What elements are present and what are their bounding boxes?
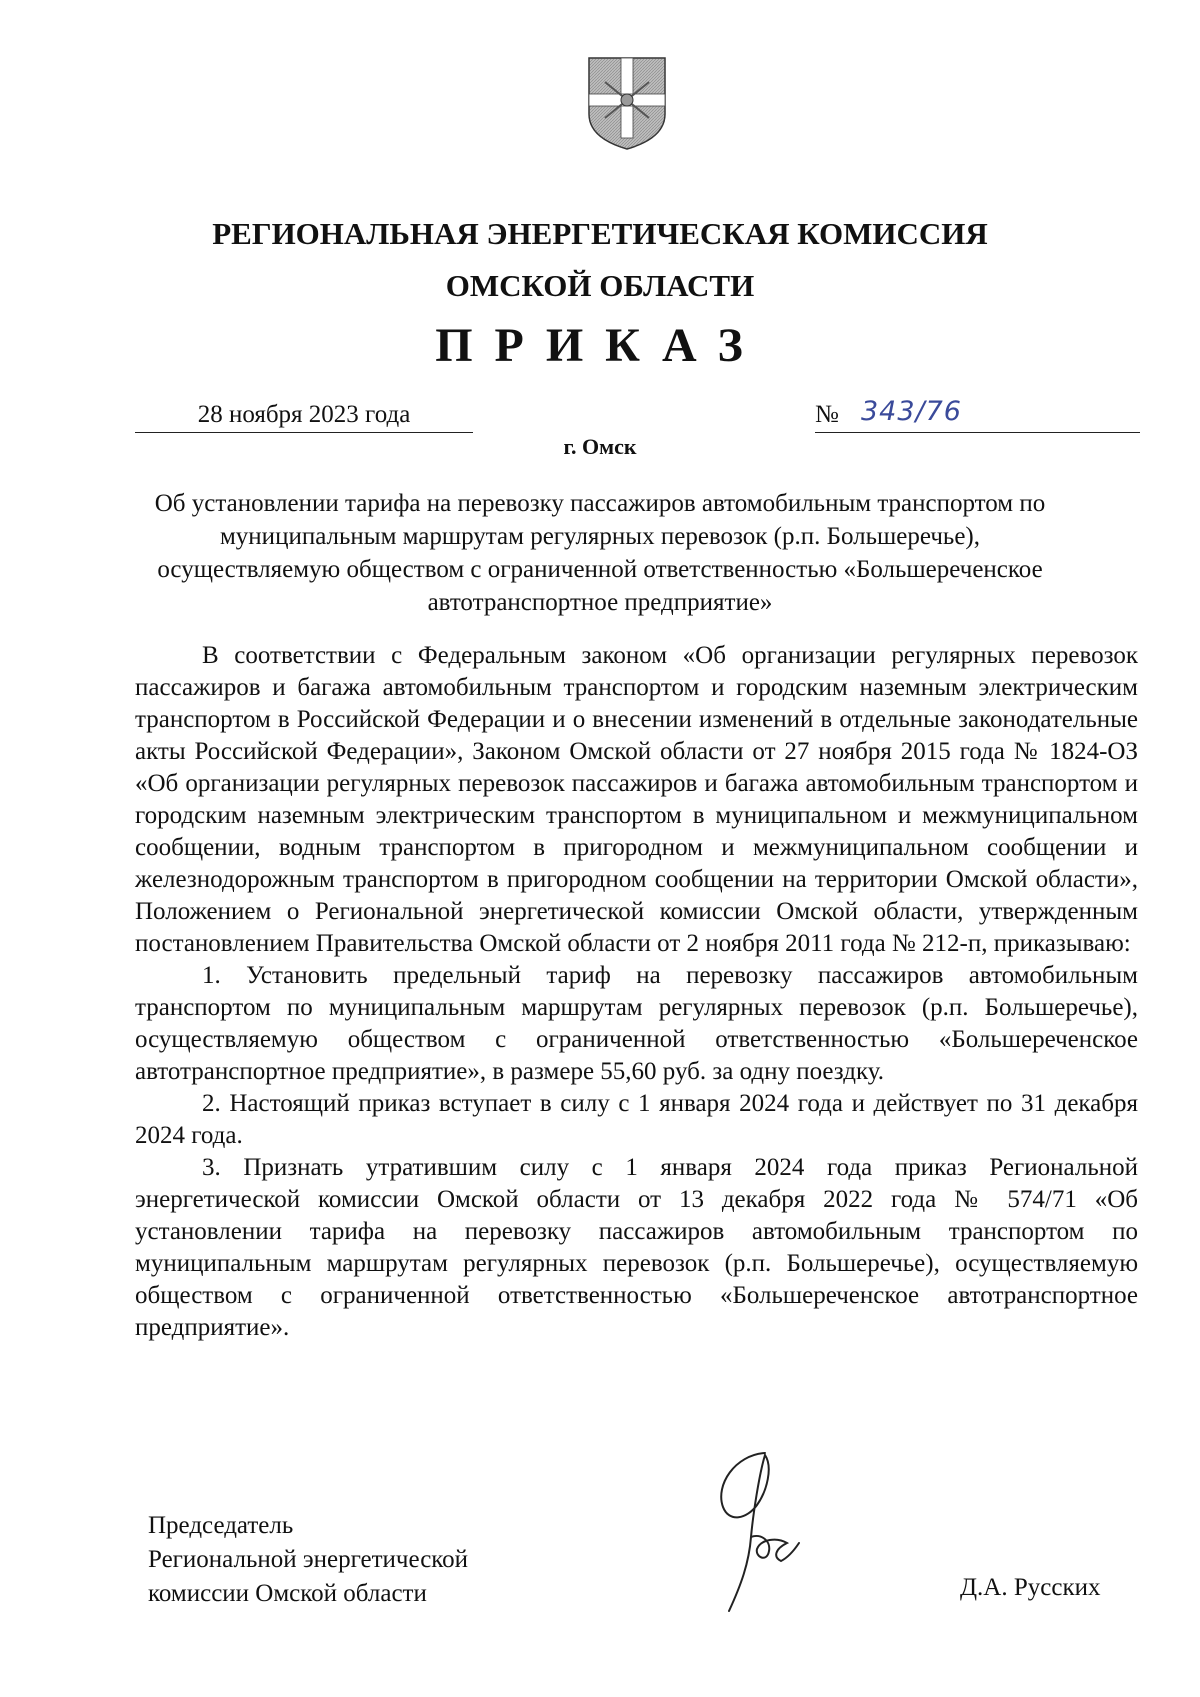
org-line-2: ОМСКОЙ ОБЛАСТИ <box>445 268 755 303</box>
document-number <box>815 398 1140 433</box>
position-line-3: комиссии Омской области <box>148 1580 427 1607</box>
handwritten-signature-icon <box>695 1445 835 1620</box>
coat-of-arms-icon <box>585 52 669 152</box>
handwritten-number: 343/76 <box>861 396 962 427</box>
order-item-2: 2. Настоящий приказ вступает в силу с 1 января 2024 года и действует по 31 декабря 2024 года. <box>135 1090 1138 1149</box>
number-sign: № <box>815 401 839 428</box>
position-line-2: Региональной энергетической <box>148 1546 469 1573</box>
order-item-1: 1. Установить предельный тариф на перевозку пассажиров автомобильным транспортом по муниципальным маршрутам регулярных перевозок (р.п. Большеречье), осуществляемую обществом с ограниченной ответственностью «Большереченское автотранспортное предприятие», в размере 55,60 руб. за одну поездку. <box>135 962 1138 1085</box>
signatory-name: Д.А. Русских <box>960 1574 1101 1601</box>
org-line-1: РЕГИОНАЛЬНАЯ ЭНЕРГЕТИЧЕСКАЯ КОМИССИЯ <box>212 216 988 251</box>
document-date <box>135 398 473 433</box>
document-city: г. Омск <box>563 434 637 459</box>
document-subject: Об установлении тарифа на перевозку пассажиров автомобильным транспортом по муниципальным маршрутам регулярных перевозок (р.п. Большеречье), осуществляемую обществом с ограниченной ответственностью «Большереченское автотранспортное предприятие» <box>154 490 1046 616</box>
document-body <box>135 640 1138 1344</box>
date-text: 28 ноября 2023 года <box>197 401 411 428</box>
signatory-position <box>148 1509 468 1611</box>
preamble-paragraph: В соответствии с Федеральным законом «Об организации регулярных перевозок пассажиров и багажа автомобильным транспортом и городским наземным электрическим транспортом в Российской Федерации и о внесении изменений в отдельные законодательные акты Российской Федерации», Законом Омской области от 27 ноября 2015 года № 1824-ОЗ «Об организации регулярных перевозок пассажиров и багажа автомобильным транспортом и городским наземным электрическим транспортом в муниципальном и межмуниципальном сообщении, водным транспортом в пригородном и межмуниципальном сообщении и железнодорожным транспортом в пригородном сообщении на территории Омской области», Положением о Региональной энергетической комиссии Омской области, утвержденным постановлением Правительства Омской области от 2 ноября 2011 года № 212-п, приказываю: <box>135 642 1138 957</box>
position-line-1: Председатель <box>148 1512 294 1539</box>
order-item-3: 3. Признать утратившим силу с 1 января 2024 года приказ Региональной энергетической комиссии Омской области от 13 декабря 2022 года № 574/71 «Об установлении тарифа на перевозку пассажиров автомобильным транспортом по муниципальным маршрутам регулярных перевозок (р.п. Большеречье), осуществляемую обществом с ограниченной ответственностью «Большереченское автотранспортное предприятие». <box>135 1154 1138 1341</box>
document-type-title: ПРИКАЗ <box>435 319 765 372</box>
organization-title <box>0 208 1200 312</box>
